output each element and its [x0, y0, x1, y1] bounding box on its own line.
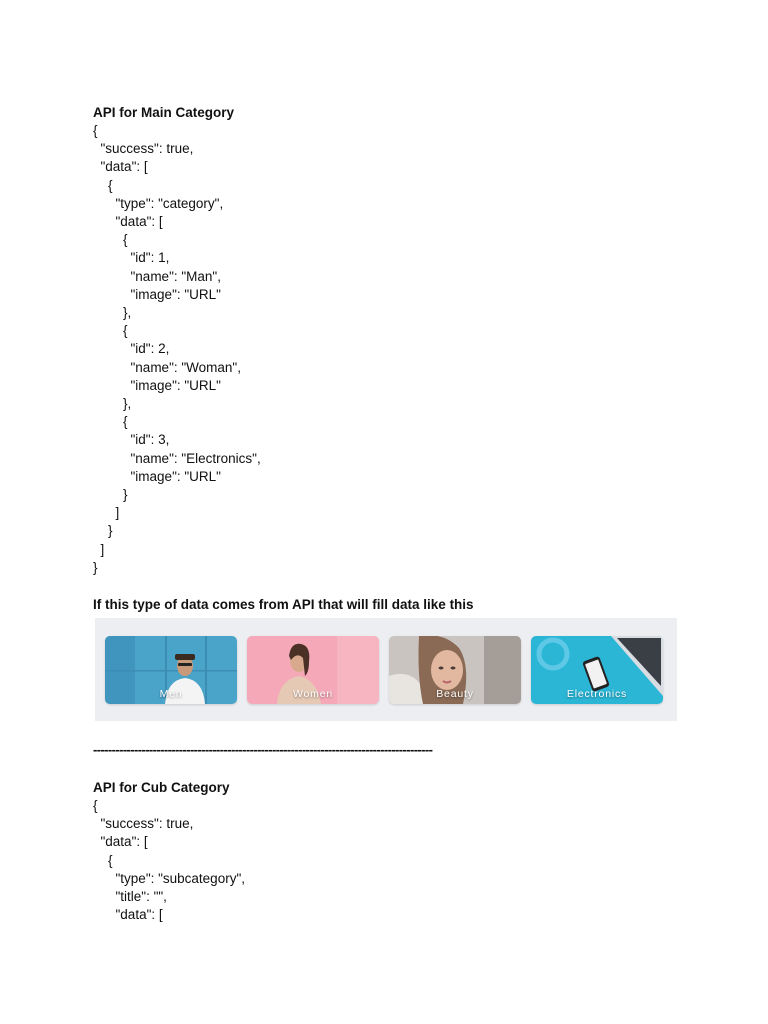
- code-line: {: [93, 232, 128, 248]
- code-line: ]: [93, 541, 105, 557]
- sub-category-heading: API for Cub Category: [93, 780, 230, 795]
- code-line: }: [93, 487, 128, 503]
- code-line: {: [93, 123, 98, 138]
- category-card-men[interactable]: [105, 636, 237, 704]
- code-line: }: [93, 559, 98, 575]
- code-line: "type": "subcategory",: [93, 870, 245, 886]
- card-label-beauty: Beauty: [436, 687, 474, 700]
- code-line: {: [93, 323, 128, 339]
- code-line: "data": [: [93, 159, 148, 175]
- code-line: "type": "category",: [93, 195, 224, 211]
- sub-category-json-block: [93, 797, 245, 924]
- code-line: {: [93, 177, 113, 193]
- code-line: "data": [: [93, 907, 163, 923]
- card-label-electronics: Electronics: [566, 687, 628, 700]
- code-line: "name": "Man",: [93, 268, 221, 284]
- code-line: "id": 1,: [93, 250, 170, 266]
- code-line: {: [93, 798, 98, 813]
- code-line: "data": [: [93, 834, 148, 850]
- code-line: "image": "URL": [93, 377, 221, 393]
- code-line: "success": true,: [93, 816, 194, 832]
- main-category-heading: API for Main Category: [93, 105, 235, 120]
- category-card-women[interactable]: [247, 636, 379, 704]
- category-preview-strip: [95, 618, 677, 721]
- section-separator: -------------------------------------------------------------------------------------------: [93, 742, 433, 757]
- code-line: "image": "URL": [93, 286, 221, 302]
- card-label-men: Men: [159, 687, 183, 700]
- preview-caption: If this type of data comes from API that will fill data like this: [93, 597, 474, 612]
- code-line: "name": "Woman",: [93, 359, 241, 375]
- code-line: "name": "Electronics",: [93, 450, 261, 466]
- code-line: {: [93, 414, 128, 430]
- code-line: },: [93, 305, 132, 321]
- code-line: "data": [: [93, 214, 163, 230]
- category-card-electronics[interactable]: [531, 636, 663, 704]
- card-label-women: Women: [293, 687, 333, 700]
- code-line: ]: [93, 505, 120, 521]
- code-line: "id": 2,: [93, 341, 170, 357]
- code-line: },: [93, 396, 132, 412]
- code-line: "title": "",: [93, 889, 167, 905]
- code-line: }: [93, 523, 113, 539]
- main-category-json-block: [93, 122, 261, 577]
- code-line: {: [93, 852, 113, 868]
- category-card-beauty[interactable]: [389, 636, 521, 704]
- code-line: "id": 3,: [93, 432, 170, 448]
- code-line: "success": true,: [93, 141, 194, 157]
- code-line: "image": "URL": [93, 468, 221, 484]
